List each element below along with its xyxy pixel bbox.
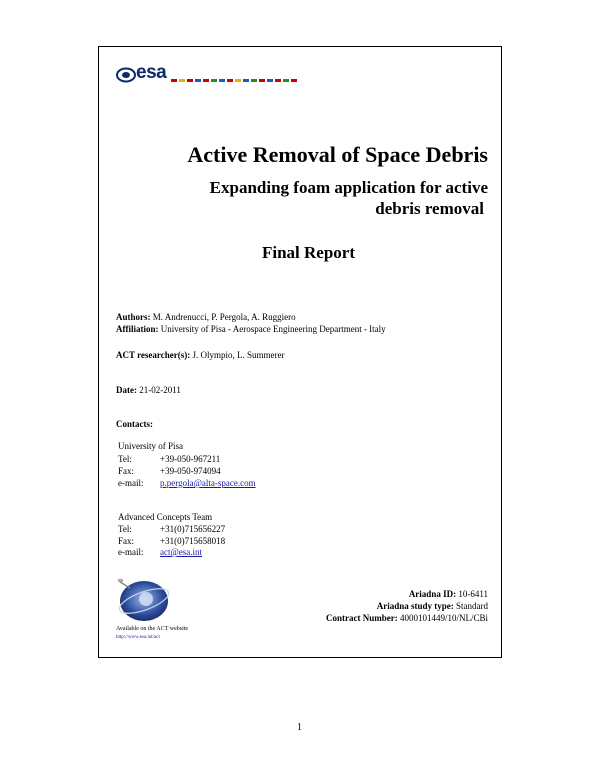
authors: M. Andrenucci, P. Pergola, A. Ruggiero — [152, 312, 296, 322]
contact2-org: Advanced Concepts Team — [118, 512, 213, 522]
researchers-line — [116, 350, 284, 360]
contract-number-line: Contract Number: 4000101449/10/NL/CBi — [326, 613, 488, 623]
researchers: J. Olympio, L. Summerer — [192, 350, 285, 360]
date: 21-02-2011 — [139, 385, 181, 395]
affiliation-label: Affiliation: — [116, 324, 159, 334]
contact1-fax: Fax: +39-050-974094 — [118, 466, 221, 476]
contact1-email-row: e-mail: p.pergola@alta-space.com — [118, 478, 256, 488]
document-subtitle-line1: Expanding foam application for active — [209, 178, 488, 197]
document-subtitle-line2: debris removal — [375, 199, 484, 218]
website-note: Available on the ACT website — [116, 626, 189, 632]
contacts-heading: Contacts: — [116, 419, 153, 429]
page-number: 1 — [297, 722, 302, 733]
affiliation-line — [116, 324, 386, 334]
website-link[interactable]: http://www.esa.int/act — [116, 635, 160, 640]
affiliation: University of Pisa - Aerospace Engineering Department - Italy — [160, 324, 386, 334]
document-title: Active Removal of Space Debris — [187, 142, 488, 167]
contact1-org: University of Pisa — [118, 441, 183, 451]
contact1-tel: Tel: +39-050-967211 — [118, 454, 221, 464]
authors-label: Authors: — [116, 312, 151, 322]
contact1-email-link[interactable]: p.pergola@alta-space.com — [160, 478, 256, 488]
esa-logo-icon — [116, 67, 136, 83]
researchers-label: ACT researcher(s): — [116, 350, 191, 360]
study-type: Standard — [456, 601, 488, 611]
contract-number: 4000101449/10/NL/CBi — [399, 613, 488, 623]
esa-wordmark: esa — [136, 62, 167, 83]
report-type: Final Report — [262, 243, 356, 262]
member-flags — [171, 79, 297, 82]
date-label: Date: — [116, 385, 137, 395]
contact2-email-link[interactable]: act@esa.int — [160, 547, 203, 557]
contact2-email-row: e-mail: act@esa.int — [118, 547, 203, 557]
contact2-fax: Fax: +31(0)715658018 — [118, 536, 226, 546]
ariadna-id: 10-6411 — [458, 589, 488, 599]
date-line — [116, 385, 181, 395]
contact2-tel: Tel: +31(0)715656227 — [118, 524, 226, 534]
act-emblem-icon — [116, 574, 172, 624]
study-type-line: Ariadna study type: Standard — [376, 601, 488, 611]
ariadna-id-line: Ariadna ID: 10-6411 — [408, 589, 488, 599]
authors-line — [116, 312, 296, 322]
